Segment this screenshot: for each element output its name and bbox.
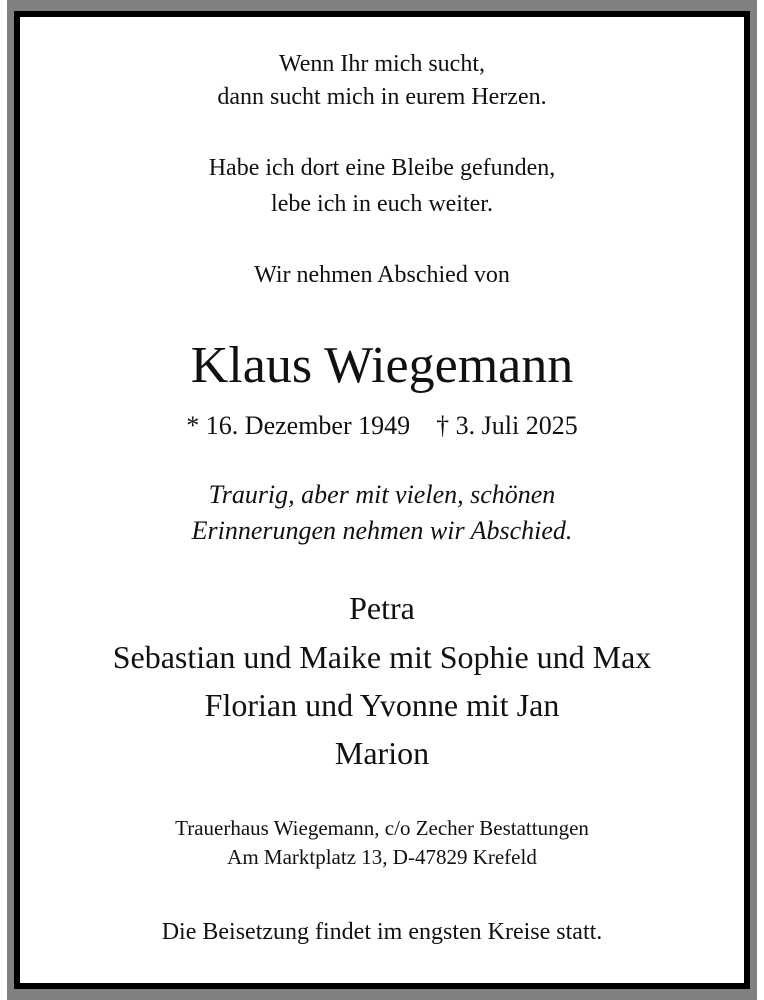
family-member: Marion — [334, 735, 430, 771]
poem-line: Habe ich dort eine Bleibe gefunden, — [208, 155, 556, 181]
poem-line: Wenn Ihr mich sucht, — [278, 51, 485, 77]
funeral-note: Die Beisetzung findet im engsten Kreise statt. — [161, 919, 603, 945]
address-line: Am Marktplatz 13, D-47829 Krefeld — [227, 845, 537, 869]
birth-date: * 16. Dezember 1949 — [186, 411, 411, 440]
intro-text: Wir nehmen Abschied von — [254, 262, 510, 288]
death-date: † 3. Juli 2025 — [436, 411, 578, 440]
deceased-name: Klaus Wiegemann — [190, 337, 574, 394]
poem-line: lebe ich in euch weiter. — [271, 191, 493, 217]
quote-line: Traurig, aber mit vielen, schönen — [208, 480, 556, 509]
family-member: Petra — [349, 590, 415, 626]
family-member: Florian und Yvonne mit Jan — [204, 687, 560, 723]
poem-line: dann sucht mich in eurem Herzen. — [217, 84, 547, 110]
family-member: Sebastian und Maike mit Sophie und Max — [112, 639, 652, 675]
address-line: Trauerhaus Wiegemann, c/o Zecher Bestattungen — [175, 816, 589, 840]
quote-line: Erinnerungen nehmen wir Abschied. — [191, 516, 573, 545]
dates-line — [0, 413, 764, 439]
